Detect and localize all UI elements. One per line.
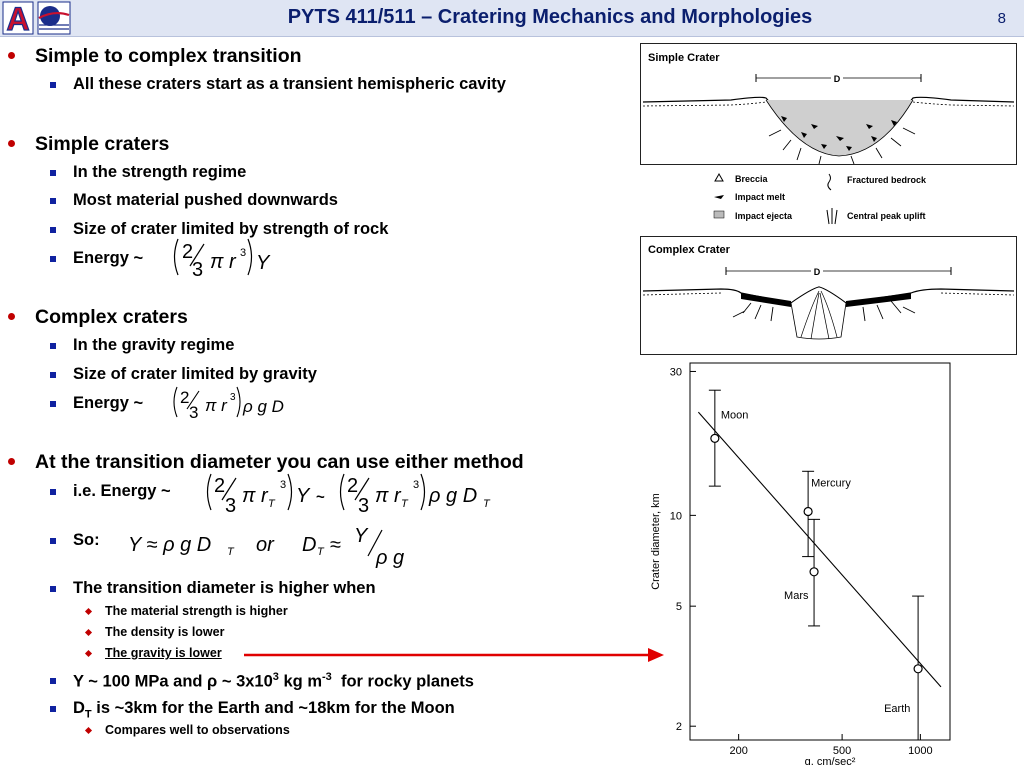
- x-tick-label: 1000: [908, 745, 933, 757]
- svg-text:2: 2: [180, 388, 190, 407]
- bullet-square-icon: [50, 170, 56, 176]
- svg-text:≈: ≈: [330, 534, 341, 556]
- svg-text:ρ g D: ρ g D: [243, 397, 284, 416]
- svg-text:3: 3: [413, 479, 420, 491]
- slide-header: [0, 0, 1024, 37]
- complex-crater-title: Complex Crater: [648, 244, 730, 256]
- svg-text:3: 3: [225, 495, 237, 517]
- data-point: [711, 434, 719, 442]
- complex-crater-panel: [640, 236, 1017, 355]
- bullet-square-icon: [50, 256, 56, 262]
- svg-text:3: 3: [358, 495, 370, 517]
- svg-text:or: or: [256, 534, 274, 556]
- simple-crater-title: Simple Crater: [648, 52, 720, 64]
- transition-formula: [124, 522, 424, 570]
- y-axis-label: Crater diameter, km: [650, 493, 662, 590]
- svg-text:π r: π r: [375, 485, 401, 507]
- svg-text:A: A: [6, 1, 30, 35]
- legend-fractured-bedrock: Fractured bedrock: [847, 175, 927, 185]
- y-tick-label: 30: [669, 366, 682, 379]
- svg-text:D: D: [813, 267, 821, 277]
- bullet-square-icon: [50, 343, 56, 349]
- legend-central-peak: Central peak uplift: [847, 211, 926, 221]
- svg-text:T: T: [483, 498, 490, 510]
- legend-breccia: Breccia: [735, 174, 768, 184]
- data-point-label: Moon: [720, 409, 749, 422]
- svg-text:π r: π r: [242, 485, 268, 507]
- bullet-square-icon: [50, 489, 56, 495]
- bullet-diamond-icon: [85, 629, 92, 636]
- slide-title: PYTS 411/511 – Cratering Mechanics and Morphologies: [287, 6, 813, 28]
- bullet-square-icon: [50, 372, 56, 378]
- y-tick-label: 5: [675, 601, 682, 614]
- legend-impact-melt: Impact melt: [735, 192, 786, 202]
- bullet-square-icon: [50, 401, 56, 407]
- x-tick-label: 200: [729, 745, 748, 757]
- data-point: [810, 568, 818, 576]
- svg-text:Y ≈ ρ g D: Y ≈ ρ g D: [128, 534, 212, 556]
- bullet-square-icon: [50, 227, 56, 233]
- bullet-dot-icon: [8, 52, 15, 59]
- svg-text:π r: π r: [210, 251, 236, 273]
- bullet-square-icon: [50, 586, 56, 592]
- complex-crater-diagram: [641, 237, 1016, 354]
- chart-canvas: [645, 360, 965, 765]
- svg-text:2: 2: [214, 475, 226, 497]
- svg-text:D: D: [833, 74, 841, 84]
- energy-gravity-formula: [168, 384, 308, 424]
- energy-equality-formula: [200, 470, 500, 518]
- svg-text:2: 2: [347, 475, 359, 497]
- svg-text:D: D: [302, 534, 317, 556]
- svg-text:T: T: [268, 498, 275, 510]
- svg-text:~: ~: [316, 489, 325, 506]
- svg-text:3: 3: [240, 247, 247, 259]
- page-number: 8: [997, 10, 1006, 27]
- svg-text:Y: Y: [354, 525, 368, 547]
- x-axis-label: g, cm/sec²: [804, 756, 856, 765]
- svg-text:ρ g D: ρ g D: [429, 485, 478, 507]
- svg-text:ρ g: ρ g: [376, 547, 405, 569]
- legend-impact-ejecta: Impact ejecta: [735, 211, 793, 221]
- bullet-diamond-icon: [85, 727, 92, 734]
- bullet-square-icon: [50, 198, 56, 204]
- svg-text:3: 3: [189, 403, 199, 422]
- bullet-diamond-icon: [85, 650, 92, 657]
- bullet-dot-icon: [8, 458, 15, 465]
- x-tick-label: 500: [832, 745, 852, 757]
- svg-text:3: 3: [280, 479, 287, 491]
- data-point: [914, 665, 922, 673]
- bullet-square-icon: [50, 538, 56, 544]
- bullet-square-icon: [50, 82, 56, 88]
- bullet-diamond-icon: [85, 608, 92, 615]
- y-tick-label: 2: [675, 721, 682, 734]
- svg-text:T: T: [401, 498, 408, 510]
- y-tick-label: 10: [669, 510, 682, 523]
- fit-line: [698, 412, 941, 687]
- simple-crater-panel: [640, 43, 1017, 165]
- energy-strength-formula: [168, 236, 278, 282]
- simple-crater-diagram: [641, 44, 1016, 164]
- crater-legend: [705, 170, 965, 230]
- svg-text:2: 2: [182, 241, 194, 263]
- svg-text:π r: π r: [205, 396, 227, 415]
- svg-text:Y: Y: [256, 252, 270, 274]
- data-point: [804, 507, 812, 515]
- data-point-label: Mars: [784, 589, 809, 602]
- svg-text:T: T: [227, 546, 234, 558]
- bullet-dot-icon: [8, 313, 15, 320]
- crater-diameter-chart: [645, 360, 965, 765]
- bullet-dot-icon: [8, 140, 15, 147]
- data-point-label: Mercury: [811, 477, 851, 490]
- svg-text:3: 3: [230, 392, 236, 403]
- svg-text:T: T: [317, 546, 324, 558]
- data-point-label: Earth: [884, 702, 911, 715]
- bullet-square-icon: [50, 678, 56, 684]
- svg-text:3: 3: [192, 259, 204, 281]
- svg-text:Y: Y: [296, 485, 310, 507]
- bullet-square-icon: [50, 706, 56, 712]
- red-arrow-icon: [242, 645, 667, 665]
